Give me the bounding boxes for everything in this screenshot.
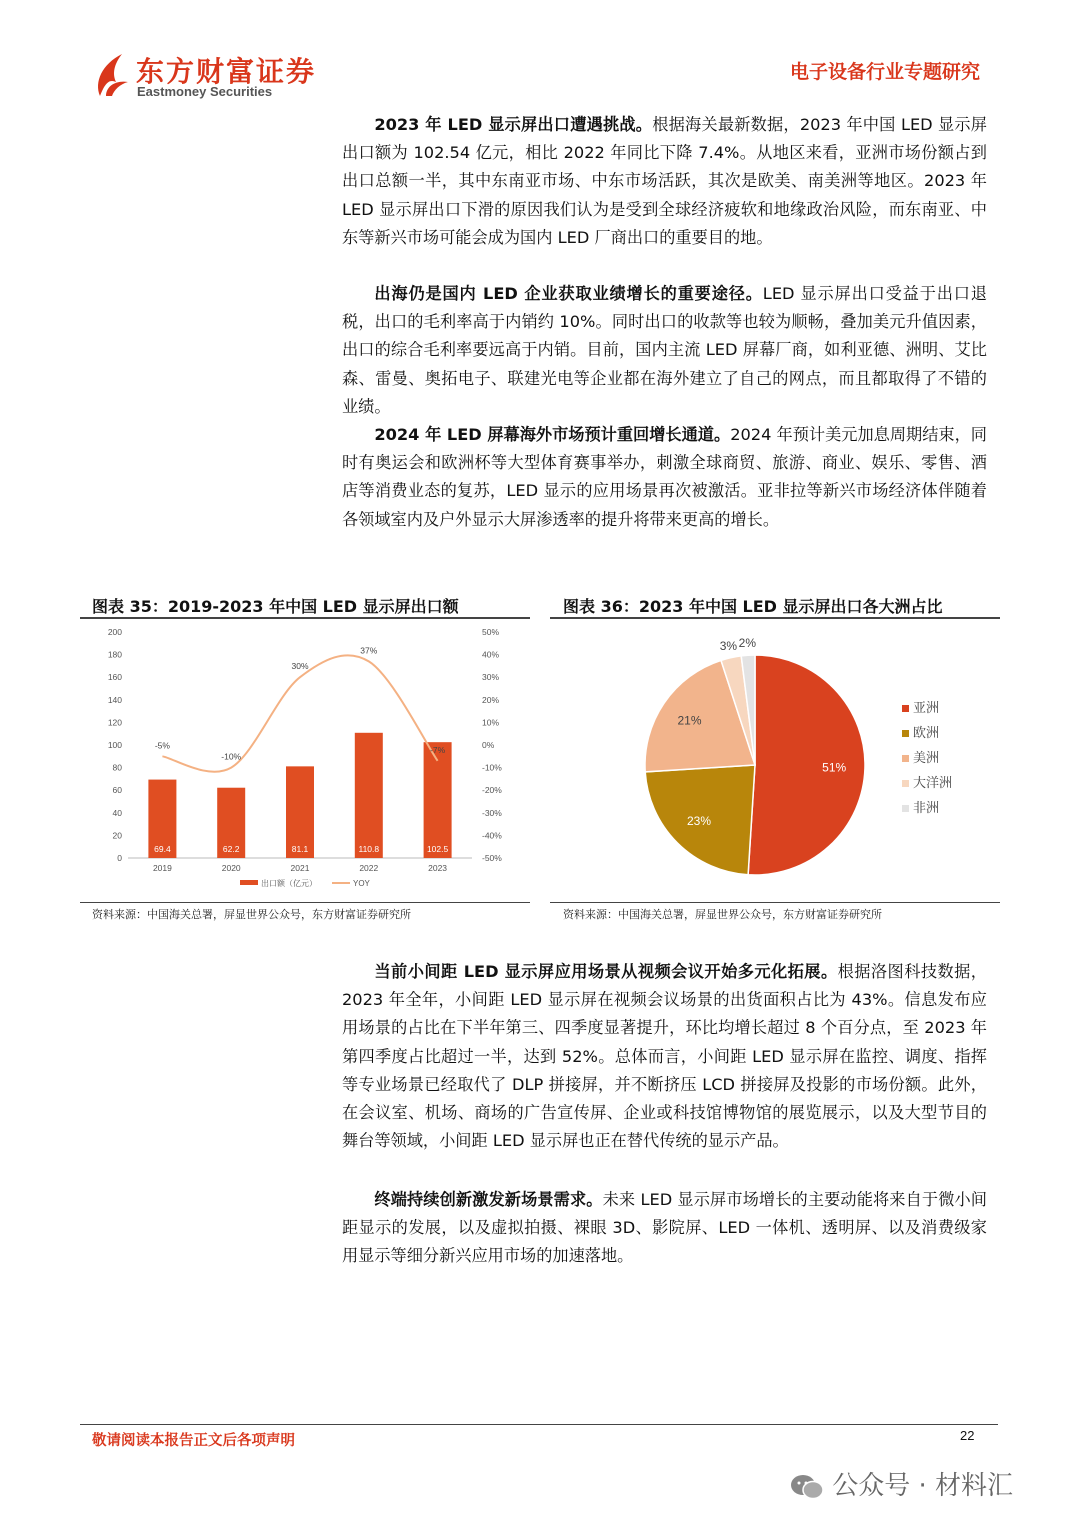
figure-36-title: 图表 36：2023 年中国 LED 显示屏出口各大洲占比	[563, 597, 943, 616]
figure-35-title: 图表 35：2019-2023 年中国 LED 显示屏出口额	[92, 597, 459, 616]
y2-tick-label: -30%	[482, 807, 502, 818]
figure-36-bottom-rule	[550, 902, 1000, 903]
y-tick-label: 40	[112, 807, 122, 818]
legend-label: 欧洲	[913, 725, 940, 740]
bar-value-label: 62.2	[222, 844, 240, 854]
y-tick-label: 200	[107, 627, 122, 637]
figure-35-top-rule	[80, 617, 530, 619]
legend-label: 大洋洲	[913, 775, 953, 790]
legend-label: 美洲	[913, 750, 940, 765]
legend-swatch	[902, 805, 909, 812]
x-tick-label: 2020	[221, 863, 241, 873]
y2-tick-label: -50%	[482, 853, 502, 863]
bar-value-label: 69.4	[154, 844, 171, 854]
y2-tick-label: 10%	[482, 717, 500, 728]
bar-line-chart	[80, 620, 530, 900]
figure-35-bottom-rule	[80, 902, 530, 903]
paragraph: 2024 年 LED 屏幕海外市场预计重回增长通道。2024 年预计美元加息周期结束，同时有奥运会和欧洲杯等大型体育赛事举办，刺激全球商贸、旅游、商业、娱乐、零售、酒店等消费业态的复苏，LED 显示的应用场景再次被激活。亚非拉等新兴市场经济体伴随着各领域室内及户外显示大屏渗透率的提升将带来更高的增长。	[342, 425, 987, 529]
pie-value-label: 3%	[719, 638, 738, 653]
yoy-value-label: 30%	[291, 661, 309, 672]
legend-bar-label: 出口额（亿元）	[261, 879, 317, 888]
y-tick-label: 120	[107, 717, 122, 728]
bar-value-label: 81.1	[291, 844, 309, 854]
page-number: 22	[960, 1428, 975, 1443]
pie-value-label: 23%	[686, 814, 712, 829]
y2-tick-label: 50%	[482, 627, 500, 637]
y-tick-label: 160	[107, 672, 122, 683]
footer-rule	[80, 1424, 998, 1425]
pie-slice	[748, 655, 865, 875]
yoy-line	[162, 655, 437, 771]
legend-bar-swatch	[240, 880, 258, 885]
yoy-value-label: 37%	[360, 645, 378, 656]
report-type: 电子设备行业专题研究	[789, 61, 980, 83]
pie-chart	[550, 620, 1000, 900]
paragraph: 2023 年 LED 显示屏出口遭遇挑战。根据海关最新数据，2023 年中国 LED 显示屏出口额为 102.54 亿元，相比 2022 年同比下降 7.4%。从地区来看，亚洲市场份额占到出口总额一半，其中东南亚市场、中东市场活跃，其次是欧美、南美洲等地区。2023 年 LED 显示屏出口下滑的原因我们认为是受到全球经济疲软和地缘政治风险，而东南亚、中东等新兴市场可能会成为国内 LED 厂商出口的重要目的地。	[342, 115, 987, 247]
y2-tick-label: 20%	[482, 694, 500, 705]
yoy-value-label: -7%	[430, 744, 446, 755]
legend-label: 亚洲	[913, 700, 940, 715]
paragraph: 终端持续创新激发新场景需求。未来 LED 显示屏市场增长的主要动能将来自于微小间距显示的发展，以及虚拟拍摄、裸眼 3D、影院屏、LED 一体机、透明屏、以及消费级家用显示等细分新兴应用市场的加速落地。	[342, 1190, 987, 1266]
legend-swatch	[902, 730, 909, 737]
watermark: 公众号 · 材料汇	[790, 1465, 1013, 1502]
legend-swatch	[902, 755, 909, 762]
paragraph: 出海仍是国内 LED 企业获取业绩增长的重要途径。LED 显示屏出口受益于出口退税，出口的毛利率高于内销约 10%。同时出口的收款等也较为顺畅，叠加美元升值因素，出口的综合毛利率要远高于内销。目前，国内主流 LED 屏幕厂商，如利亚德、洲明、艾比森、雷曼、奥拓电子、联建光电等企业都在海外建立了自己的网点，而且都取得了不错的业绩。	[342, 284, 987, 416]
y-tick-label: 180	[107, 649, 122, 660]
bar-value-label: 110.8	[358, 844, 380, 854]
y2-tick-label: 0%	[482, 740, 495, 750]
legend-swatch	[902, 705, 909, 712]
logo-text-cn: 东方财富证券	[136, 55, 317, 88]
yoy-value-label: -10%	[221, 751, 242, 762]
legend-label: 非洲	[913, 800, 940, 815]
y2-tick-label: -40%	[482, 830, 502, 841]
pie-value-label: 51%	[822, 760, 847, 775]
y2-tick-label: -20%	[482, 785, 502, 796]
pie-value-label: 21%	[677, 713, 702, 728]
eastmoney-logo-icon	[92, 52, 132, 98]
x-tick-label: 2019	[152, 863, 172, 873]
x-tick-label: 2022	[359, 863, 379, 873]
figure-36-top-rule	[550, 617, 1000, 619]
logo-text-en: Eastmoney Securities	[137, 84, 273, 99]
y-tick-label: 20	[112, 830, 122, 841]
yoy-value-label: -5%	[154, 740, 170, 751]
y2-tick-label: 40%	[482, 649, 500, 660]
wechat-icon	[790, 1473, 824, 1501]
x-tick-label: 2021	[290, 863, 310, 873]
y-tick-label: 60	[112, 785, 122, 796]
y-tick-label: 100	[107, 740, 122, 750]
y2-tick-label: -10%	[482, 762, 502, 773]
paragraph: 当前小间距 LED 显示屏应用场景从视频会议开始多元化拓展。根据洛图科技数据，2023 年全年，小间距 LED 显示屏在视频会议场景的出货面积占比为 43%。信息发布应用场景的占比在下半年第三、四季度显著提升，环比均增长超过 8 个百分点，至 2023 年第四季度占比超过一半，达到 52%。总体而言，小间距 LED 显示屏在监控、调度、指挥等专业场景已经取代了 DLP 拼接屏，并不断挤压 LCD 拼接屏及投影的市场份额。此外，在会议室、机场、商场的广告宣传屏、企业或科技馆博物馆的展览展示，以及大型节目的舞台等领域，小间距 LED 显示屏也正在替代传统的显示产品。	[342, 962, 987, 1151]
y-tick-label: 140	[107, 694, 122, 705]
legend-line-label: YOY	[353, 879, 370, 888]
figure-35-source: 资料来源：中国海关总署，屏显世界公众号，东方财富证券研究所	[92, 908, 411, 921]
bar-value-label: 102.5	[426, 844, 449, 854]
footer-disclaimer: 敬请阅读本报告正文后各项声明	[92, 1433, 295, 1449]
figure-36-source: 资料来源：中国海关总署，屏显世界公众号，东方财富证券研究所	[563, 908, 882, 921]
x-tick-label: 2023	[428, 863, 448, 873]
y2-tick-label: 30%	[482, 672, 500, 683]
bar	[355, 733, 383, 858]
y-tick-label: 0	[117, 853, 122, 863]
y-tick-label: 80	[112, 762, 122, 773]
pie-value-label: 2%	[738, 636, 757, 651]
legend-swatch	[902, 780, 909, 787]
